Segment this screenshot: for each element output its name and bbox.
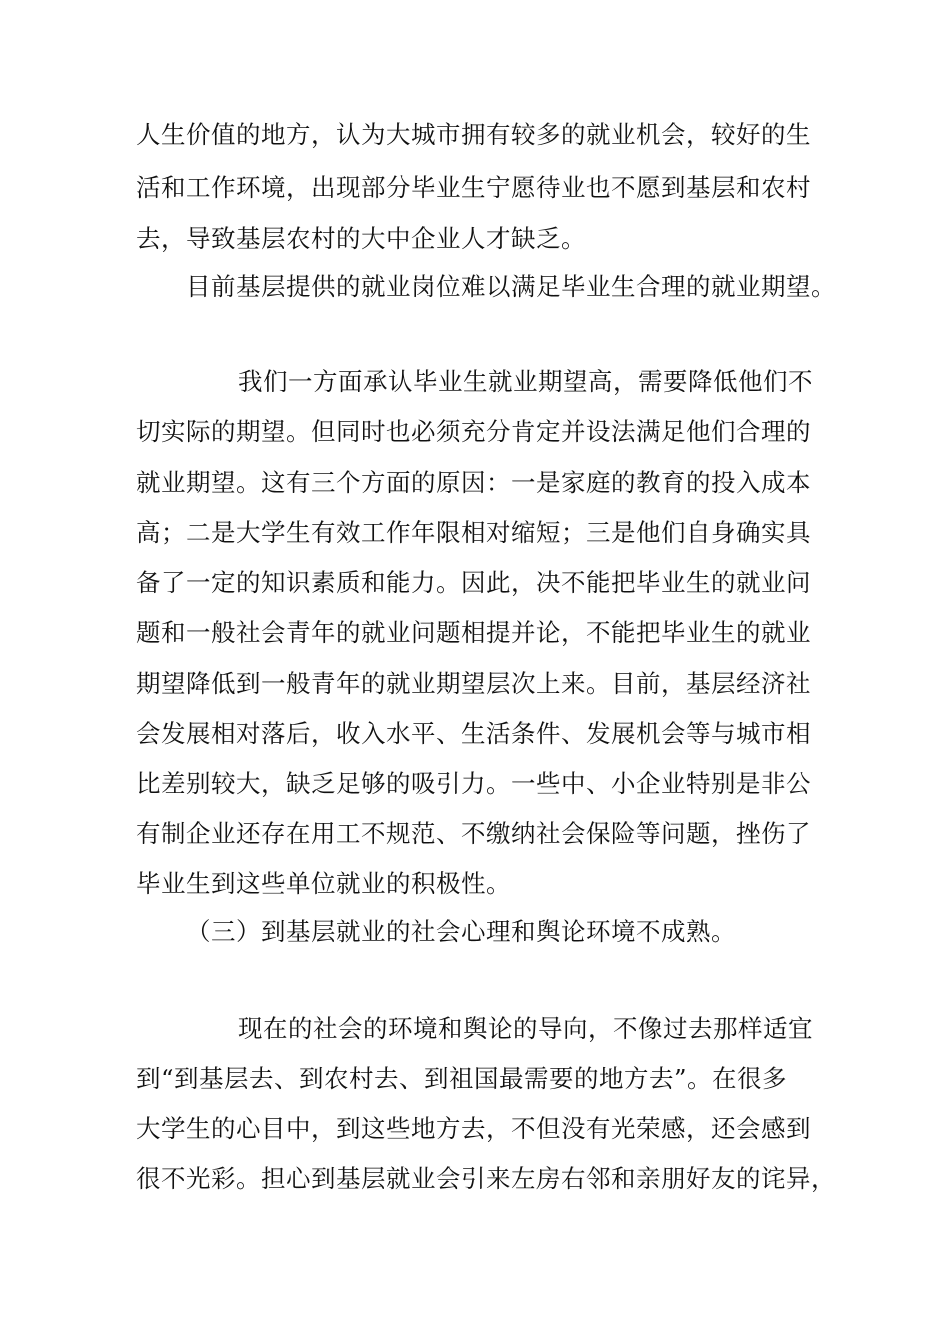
- text-line: 人生价值的地方，认为大城市拥有较多的就业机会，较好的生: [136, 120, 811, 149]
- text-line: 到“到基层去、到农村去、到祖国最需要的地方去”。在很多: [136, 1064, 788, 1093]
- text-line: 期望降低到一般青年的就业期望层次上来。目前，基层经济社: [136, 669, 811, 698]
- text-line: 现在的社会的环境和舆论的导向，不像过去那样适宜: [238, 1014, 813, 1043]
- text-line: 就业期望。这有三个方面的原因：一是家庭的教育的投入成本: [136, 468, 811, 497]
- text-line: 会发展相对落后，收入水平、生活条件、发展机会等与城市相: [136, 719, 811, 748]
- text-line: 我们一方面承认毕业生就业期望高，需要降低他们不: [238, 367, 813, 396]
- text-line: 活和工作环境，出现部分毕业生宁愿待业也不愿到基层和农村: [136, 173, 811, 202]
- heading-line: （三）到基层就业的社会心理和舆论环境不成熟。: [186, 917, 736, 946]
- text-line: 备了一定的知识素质和能力。因此，决不能把毕业生的就业问: [136, 568, 811, 597]
- text-line: 去，导致基层农村的大中企业人才缺乏。: [136, 224, 586, 253]
- text-line: 毕业生到这些单位就业的积极性。: [136, 869, 511, 898]
- text-line: 比差别较大，缺乏足够的吸引力。一些中、小企业特别是非公: [136, 769, 811, 798]
- text-line: 切实际的期望。但同时也必须充分肯定并设法满足他们合理的: [136, 417, 811, 446]
- text-line: 高；二是大学生有效工作年限相对缩短；三是他们自身确实具: [136, 518, 811, 547]
- text-line: 有制企业还存在用工不规范、不缴纳社会保险等问题，挫伤了: [136, 819, 811, 848]
- text-line: 大学生的心目中，到这些地方去，不但没有光荣感，还会感到: [136, 1114, 811, 1143]
- text-line: 很不光彩。担心到基层就业会引来左房右邻和亲朋好友的诧异，: [136, 1164, 836, 1193]
- text-line: 题和一般社会青年的就业问题相提并论，不能把毕业生的就业: [136, 618, 811, 647]
- text-line: 目前基层提供的就业岗位难以满足毕业生合理的就业期望。: [186, 272, 836, 301]
